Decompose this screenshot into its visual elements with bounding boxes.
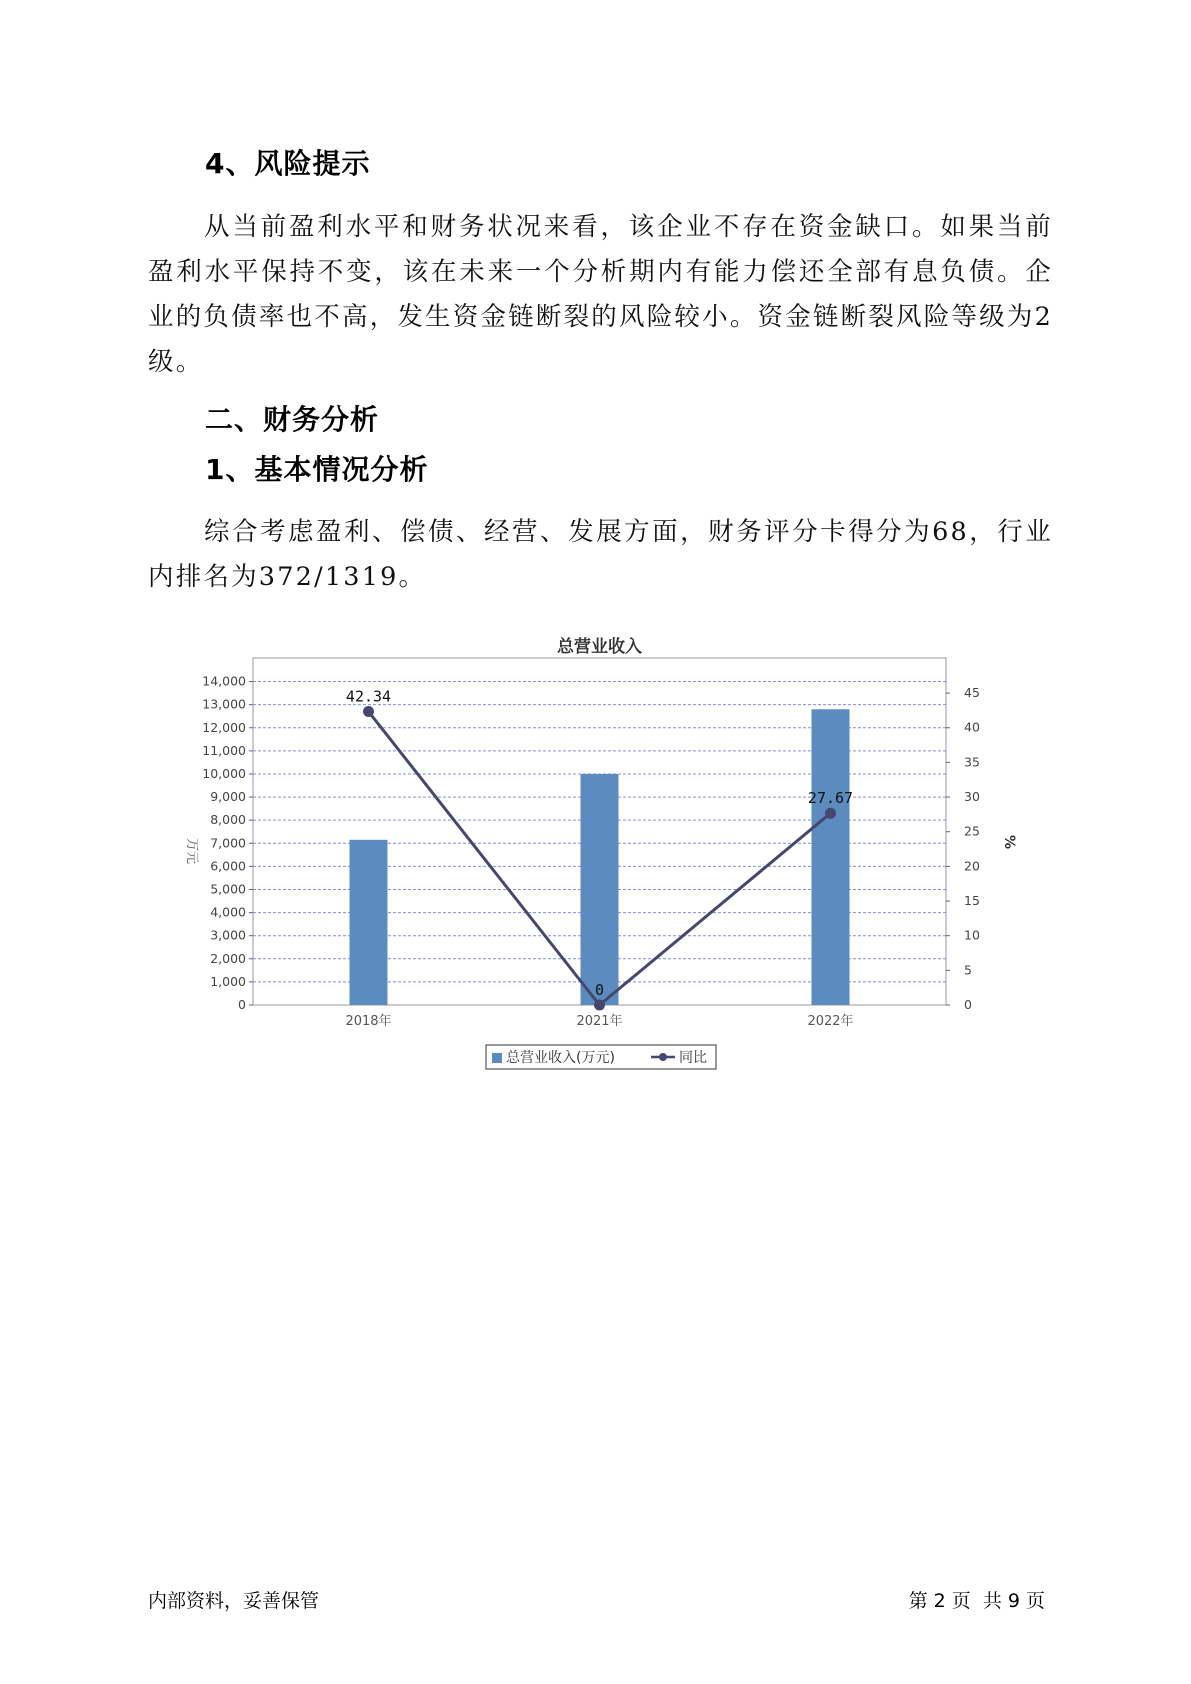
right-tick-label: 10 bbox=[964, 927, 980, 943]
left-tick-label: 2,000 bbox=[210, 950, 246, 966]
revenue-bar bbox=[350, 840, 388, 1005]
finance-heading: 二、财务分析 bbox=[205, 403, 380, 436]
right-tick-label: 35 bbox=[964, 754, 980, 770]
left-tick-label: 6,000 bbox=[210, 858, 246, 874]
x-tick-label: 2022年 bbox=[807, 1014, 854, 1029]
left-tick-label: 10,000 bbox=[202, 765, 246, 781]
legend-bar-label: 总营业收入(万元) bbox=[506, 1050, 615, 1066]
left-tick-label: 9,000 bbox=[210, 789, 246, 805]
right-tick-label: 20 bbox=[964, 858, 980, 874]
yoy-point bbox=[825, 808, 836, 819]
right-tick-label: 5 bbox=[964, 962, 972, 978]
left-tick-label: 8,000 bbox=[210, 812, 246, 828]
footer-page-number: 第 2 页 共 9 页 bbox=[908, 1590, 1045, 1612]
left-tick-label: 14,000 bbox=[202, 673, 246, 689]
risk-heading: 4、风险提示 bbox=[205, 147, 371, 180]
chart-title: 总营业收入 bbox=[557, 637, 642, 657]
left-tick-label: 5,000 bbox=[210, 881, 246, 897]
left-tick-label: 13,000 bbox=[202, 696, 246, 712]
yoy-data-label: 42.34 bbox=[345, 687, 392, 706]
left-tick-label: 0 bbox=[238, 997, 246, 1012]
right-tick-label: 0 bbox=[964, 997, 972, 1012]
x-tick-label: 2018年 bbox=[345, 1014, 392, 1029]
legend-line-marker bbox=[659, 1053, 667, 1061]
yoy-data-label: 0 bbox=[594, 981, 605, 999]
right-tick-label: 30 bbox=[964, 789, 980, 805]
risk-paragraph: 从当前盈利水平和财务状况来看，该企业不存在资金缺口。如果当前盈利水平保持不变，该在未来一个分析期内有能力偿还全部有息负债。企业的负债率也不高，发生资金链断裂的风险较小。资金链断裂风险等级为2级。 bbox=[148, 212, 1053, 377]
legend-line-label: 同比 bbox=[679, 1050, 707, 1066]
legend-bar-swatch bbox=[492, 1053, 502, 1063]
left-tick-label: 11,000 bbox=[202, 742, 246, 758]
left-axis-title: 万元 bbox=[184, 838, 199, 865]
yoy-point bbox=[363, 706, 374, 717]
left-tick-label: 1,000 bbox=[210, 973, 246, 989]
x-tick-label: 2021年 bbox=[576, 1014, 623, 1029]
left-tick-label: 4,000 bbox=[210, 904, 246, 920]
revenue-bar bbox=[581, 774, 619, 1005]
right-tick-label: 45 bbox=[964, 685, 980, 701]
right-tick-label: 15 bbox=[964, 893, 980, 909]
basic-paragraph: 综合考虑盈利、偿债、经营、发展方面，财务评分卡得分为68，行业内排名为372/1319。 bbox=[148, 517, 1053, 592]
left-tick-label: 3,000 bbox=[210, 927, 246, 943]
basic-heading: 1、基本情况分析 bbox=[205, 453, 429, 486]
footer-confidential: 内部资料，妥善保管 bbox=[148, 1590, 320, 1612]
revenue-bar bbox=[812, 709, 850, 1005]
right-tick-label: 40 bbox=[964, 719, 980, 735]
left-tick-label: 7,000 bbox=[210, 835, 246, 851]
yoy-data-label: 27.67 bbox=[807, 789, 854, 808]
yoy-point bbox=[594, 1000, 605, 1011]
left-tick-label: 12,000 bbox=[202, 719, 246, 735]
revenue-chart bbox=[180, 620, 1020, 1080]
right-axis-title: % bbox=[1001, 835, 1017, 850]
right-tick-label: 25 bbox=[964, 823, 980, 839]
